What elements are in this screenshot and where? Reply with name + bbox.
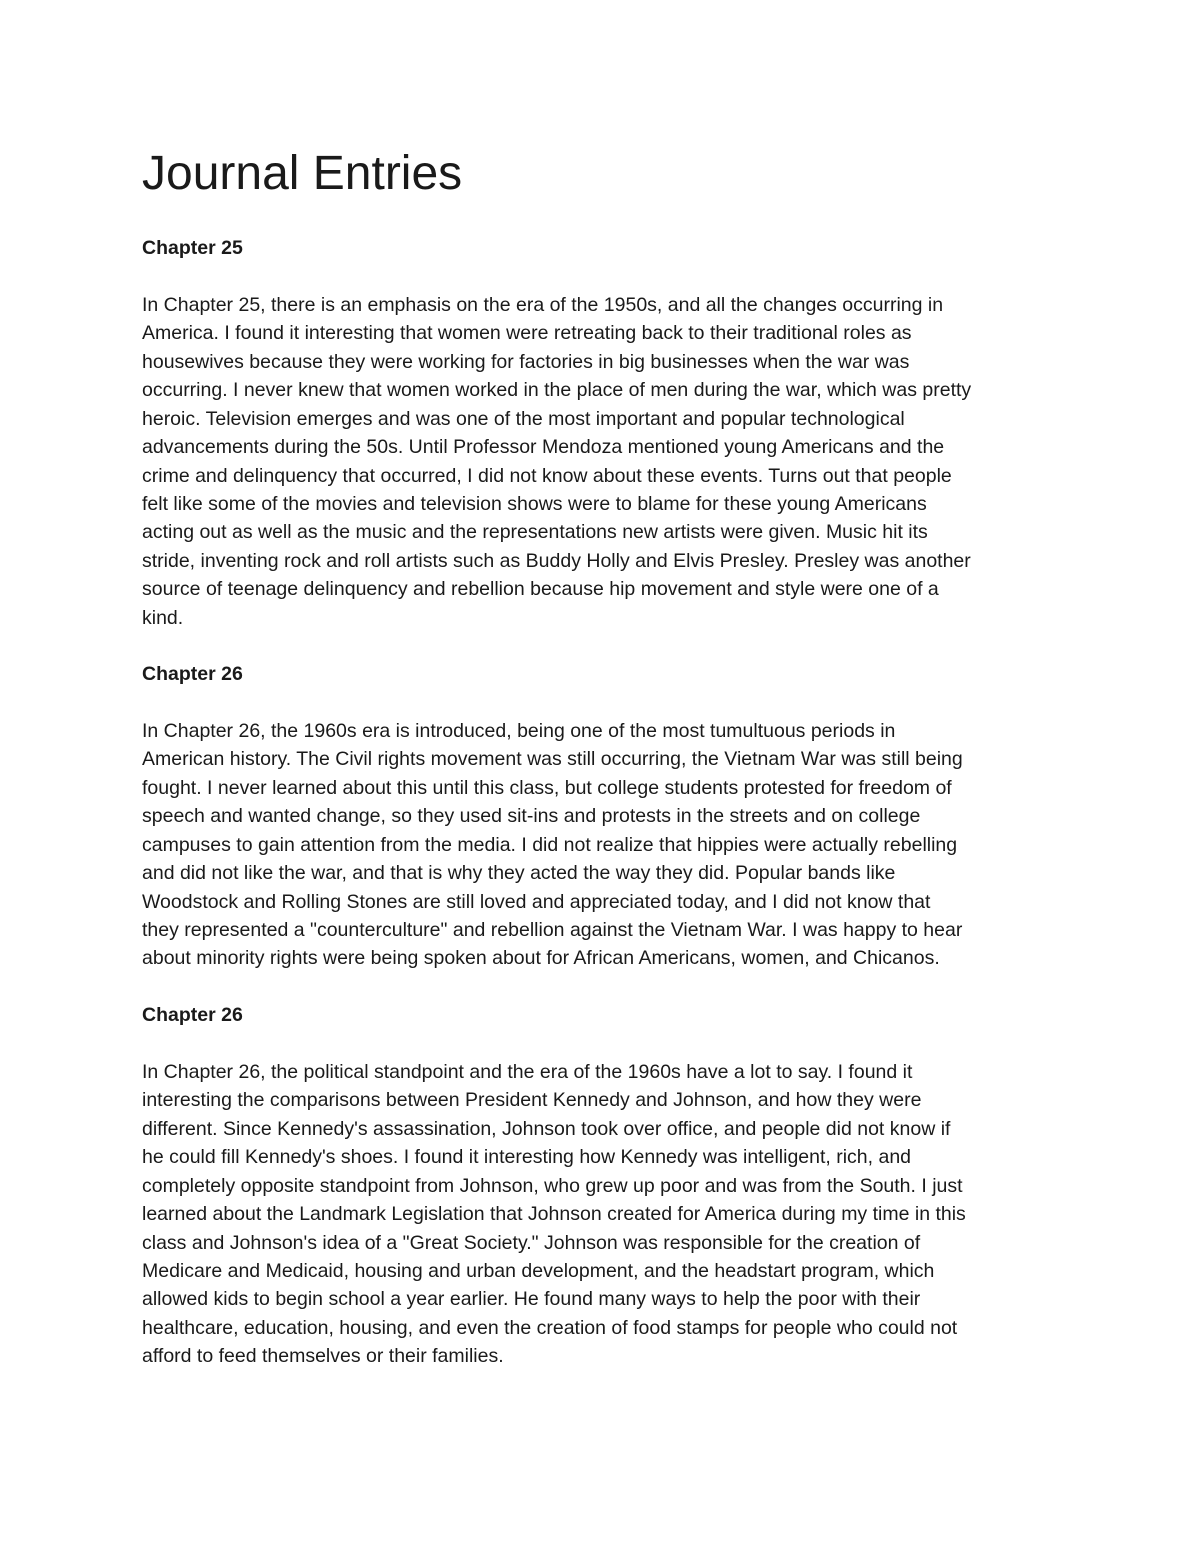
chapter-heading: Chapter 26 [142, 663, 243, 685]
entry-line: learned about the Landmark Legislation that Johnson created for America during my time in this [142, 1203, 966, 1226]
entry-line: In Chapter 26, the 1960s era is introduced, being one of the most tumultuous periods in [142, 719, 896, 742]
entry-line: source of teenage delinquency and rebellion because hip movement and style were one of a [142, 578, 939, 601]
entry-body [142, 291, 1067, 632]
entry-line: speech and wanted change, so they used sit-ins and protests in the streets and on college [142, 805, 921, 828]
entry-line: campuses to gain attention from the media. I did not realize that hippies were actually rebelling [142, 833, 958, 856]
chapter-heading: Chapter 25 [142, 237, 243, 259]
entry-line: and did not like the war, and that is why they acted the way they did. Popular bands like [142, 862, 896, 885]
entry-line: felt like some of the movies and television shows were to blame for these young Americans [142, 492, 927, 515]
entry-line: allowed kids to begin school a year earlier. He found many ways to help the poor with their [142, 1288, 921, 1311]
entry-body [142, 1058, 1067, 1371]
journal-entry-chapter-26-b [142, 1001, 1067, 1371]
entry-line: occurring. I never knew that women worked in the place of men during the war, which was pretty [142, 379, 972, 402]
entry-line: interesting the comparisons between President Kennedy and Johnson, and how they were [142, 1089, 922, 1112]
entry-line: heroic. Television emerges and was one of the most important and popular technological [142, 407, 905, 430]
entry-line: stride, inventing rock and roll artists such as Buddy Holly and Elvis Presley. Presley was another [142, 549, 971, 572]
entry-line: healthcare, education, housing, and even the creation of food stamps for people who could not [142, 1316, 958, 1339]
entry-line: In Chapter 25, there is an emphasis on the era of the 1950s, and all the changes occurring in [142, 293, 944, 316]
entry-line: America. I found it interesting that women were retreating back to their traditional roles as [142, 322, 912, 345]
entry-line: afford to feed themselves or their families. [142, 1345, 504, 1368]
entry-line: different. Since Kennedy's assassination, Johnson took over office, and people did not know if [142, 1117, 951, 1140]
entry-line: class and Johnson's idea of a "Great Society." Johnson was responsible for the creation of [142, 1231, 921, 1254]
entry-line: they represented a "counterculture" and rebellion against the Vietnam War. I was happy to hear [142, 918, 963, 941]
entry-line: about minority rights were being spoken about for African Americans, women, and Chicanos. [142, 947, 940, 970]
document-title: Journal Entries [142, 147, 463, 200]
entry-line: American history. The Civil rights movement was still occurring, the Vietnam War was still being [142, 748, 963, 771]
entry-line: acting out as well as the music and the representations new artists were given. Music hit its [142, 521, 928, 544]
entry-line: kind. [142, 606, 184, 629]
entry-line: housewives because they were working for factories in big businesses when the war was [142, 350, 910, 373]
entry-line: completely opposite standpoint from Johnson, who grew up poor and was from the South. I just [142, 1174, 963, 1197]
entry-line: Woodstock and Rolling Stones are still loved and appreciated today, and I did not know that [142, 890, 931, 913]
entry-line: crime and delinquency that occurred, I did not know about these events. Turns out that people [142, 464, 952, 487]
entry-line: he could fill Kennedy's shoes. I found it interesting how Kennedy was intelligent, rich, and [142, 1146, 912, 1169]
entry-line: In Chapter 26, the political standpoint and the era of the 1960s have a lot to say. I found it [142, 1060, 913, 1083]
entry-line: Medicare and Medicaid, housing and urban development, and the headstart program, which [142, 1259, 935, 1282]
chapter-heading: Chapter 26 [142, 1004, 243, 1026]
entry-line: advancements during the 50s. Until Professor Mendoza mentioned young Americans and the [142, 436, 945, 459]
journal-entry-chapter-25 [142, 234, 1067, 632]
journal-entry-chapter-26-a [142, 660, 1067, 973]
entry-body [142, 717, 1067, 973]
entry-line: fought. I never learned about this until this class, but college students protested for freedom of [142, 776, 952, 799]
